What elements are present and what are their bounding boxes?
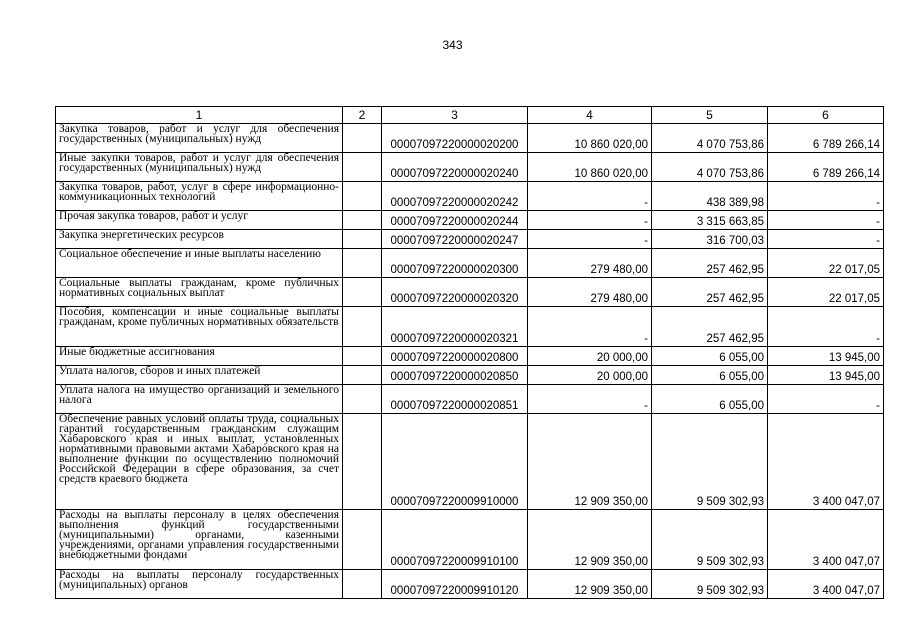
row-name-cell: Социальные выплаты гражданам, кроме публичных нормативных социальных выплат: [56, 278, 343, 307]
row-plan-cell: 10 860 020,00: [528, 153, 652, 182]
row-executed-cell: 257 462,95: [652, 249, 768, 278]
table-row: [56, 366, 884, 385]
row-name-cell: Пособия, компенсации и иные социальные выплаты гражданам, кроме публичных нормативных обязательств: [56, 307, 343, 347]
row-executed-cell: 316 700,03: [652, 230, 768, 249]
row-name-cell: Уплата налогов, сборов и иных платежей: [56, 366, 343, 385]
row-col2-cell: [343, 124, 382, 153]
row-col2-cell: [343, 385, 382, 414]
row-executed-cell: 6 055,00: [652, 366, 768, 385]
row-remainder-cell: 13 945,00: [768, 366, 884, 385]
row-remainder-cell: 6 789 266,14: [768, 153, 884, 182]
row-remainder-cell: 3 400 047,07: [768, 510, 884, 570]
table-row: [56, 570, 884, 599]
row-plan-cell: 10 860 020,00: [528, 124, 652, 153]
row-plan-cell: -: [528, 182, 652, 211]
row-executed-cell: 6 055,00: [652, 385, 768, 414]
row-executed-cell: 4 070 753,86: [652, 124, 768, 153]
row-col2-cell: [343, 230, 382, 249]
table-row: [56, 249, 884, 278]
row-name-cell: Расходы на выплаты персоналу государственных (муниципальных) органов: [56, 570, 343, 599]
row-executed-cell: 257 462,95: [652, 278, 768, 307]
budget-table: [55, 106, 884, 599]
row-name-cell: Обеспечение равных условий оплаты труда, социальных гарантий государственным гражданским служащим Хабаровского края и иных выплат, установленных нормативными правовыми актами Хабаровского края на выполнение функции по осуществлению полномочий Российской Федерации в сфере образования, за счет средств краевого бюджета: [56, 414, 343, 510]
row-executed-cell: 438 389,98: [652, 182, 768, 211]
row-name-cell: Социальное обеспечение и иные выплаты населению: [56, 249, 343, 278]
row-executed-cell: 9 509 302,93: [652, 510, 768, 570]
row-name-cell: Иные бюджетные ассигнования: [56, 347, 343, 366]
row-remainder-cell: 6 789 266,14: [768, 124, 884, 153]
row-col2-cell: [343, 510, 382, 570]
row-code-cell: 00007097220000020200: [382, 124, 528, 153]
table-row: [56, 278, 884, 307]
row-col2-cell: [343, 307, 382, 347]
row-code-cell: 00007097220000020321: [382, 307, 528, 347]
row-remainder-cell: 22 017,05: [768, 249, 884, 278]
column-header: 2: [343, 107, 382, 124]
row-plan-cell: 20 000,00: [528, 366, 652, 385]
row-plan-cell: 279 480,00: [528, 278, 652, 307]
row-executed-cell: 4 070 753,86: [652, 153, 768, 182]
row-col2-cell: [343, 366, 382, 385]
row-name-cell: Закупка товаров, работ и услуг для обеспечения государственных (муниципальных) нужд: [56, 124, 343, 153]
column-header: 1: [56, 107, 343, 124]
table-row: [56, 211, 884, 230]
table-row: [56, 385, 884, 414]
row-col2-cell: [343, 182, 382, 211]
row-name-cell: Прочая закупка товаров, работ и услуг: [56, 211, 343, 230]
row-col2-cell: [343, 278, 382, 307]
row-col2-cell: [343, 153, 382, 182]
row-remainder-cell: -: [768, 307, 884, 347]
row-plan-cell: -: [528, 307, 652, 347]
row-code-cell: 00007097220000020244: [382, 211, 528, 230]
row-remainder-cell: 3 400 047,07: [768, 570, 884, 599]
table-row: [56, 230, 884, 249]
table-row: [56, 414, 884, 510]
row-name-cell: Уплата налога на имущество организаций и земельного налога: [56, 385, 343, 414]
row-col2-cell: [343, 570, 382, 599]
row-code-cell: 00007097220000020247: [382, 230, 528, 249]
row-code-cell: 00007097220000020300: [382, 249, 528, 278]
row-code-cell: 00007097220000020240: [382, 153, 528, 182]
page-number: 343: [442, 38, 463, 52]
row-code-cell: 00007097220000020850: [382, 366, 528, 385]
column-header: 4: [528, 107, 652, 124]
row-code-cell: 00007097220000020242: [382, 182, 528, 211]
row-plan-cell: 279 480,00: [528, 249, 652, 278]
table-row: [56, 153, 884, 182]
row-executed-cell: 6 055,00: [652, 347, 768, 366]
row-name-cell: Расходы на выплаты персоналу в целях обеспечения выполнения функций государственными (муниципальными) органами, казенными учреждениями, органами управления государственными внебюджетными фондами: [56, 510, 343, 570]
row-code-cell: 00007097220009910000: [382, 414, 528, 510]
table-header-row: [56, 107, 884, 124]
row-code-cell: 00007097220009910100: [382, 510, 528, 570]
table-row: [56, 307, 884, 347]
table-row: [56, 347, 884, 366]
row-code-cell: 00007097220000020800: [382, 347, 528, 366]
row-executed-cell: 9 509 302,93: [652, 414, 768, 510]
row-plan-cell: 20 000,00: [528, 347, 652, 366]
row-executed-cell: 257 462,95: [652, 307, 768, 347]
row-remainder-cell: -: [768, 230, 884, 249]
table-body: [56, 124, 884, 599]
row-remainder-cell: -: [768, 211, 884, 230]
row-plan-cell: 12 909 350,00: [528, 414, 652, 510]
column-header: 3: [382, 107, 528, 124]
row-plan-cell: -: [528, 230, 652, 249]
row-name-cell: Иные закупки товаров, работ и услуг для обеспечения государственных (муниципальных) нужд: [56, 153, 343, 182]
row-remainder-cell: 13 945,00: [768, 347, 884, 366]
row-code-cell: 00007097220009910120: [382, 570, 528, 599]
row-col2-cell: [343, 211, 382, 230]
row-name-cell: Закупка энергетических ресурсов: [56, 230, 343, 249]
row-col2-cell: [343, 347, 382, 366]
row-code-cell: 00007097220000020320: [382, 278, 528, 307]
row-executed-cell: 9 509 302,93: [652, 570, 768, 599]
table-row: [56, 124, 884, 153]
row-plan-cell: -: [528, 385, 652, 414]
column-header: 5: [652, 107, 768, 124]
column-header: 6: [768, 107, 884, 124]
row-plan-cell: -: [528, 211, 652, 230]
row-executed-cell: 3 315 663,85: [652, 211, 768, 230]
row-remainder-cell: -: [768, 182, 884, 211]
row-name-cell: Закупка товаров, работ, услуг в сфере информационно-коммуникационных технологий: [56, 182, 343, 211]
row-remainder-cell: 3 400 047,07: [768, 414, 884, 510]
row-col2-cell: [343, 414, 382, 510]
table-row: [56, 510, 884, 570]
row-plan-cell: 12 909 350,00: [528, 570, 652, 599]
row-col2-cell: [343, 249, 382, 278]
row-code-cell: 00007097220000020851: [382, 385, 528, 414]
row-plan-cell: 12 909 350,00: [528, 510, 652, 570]
row-remainder-cell: 22 017,05: [768, 278, 884, 307]
row-remainder-cell: -: [768, 385, 884, 414]
table-row: [56, 182, 884, 211]
